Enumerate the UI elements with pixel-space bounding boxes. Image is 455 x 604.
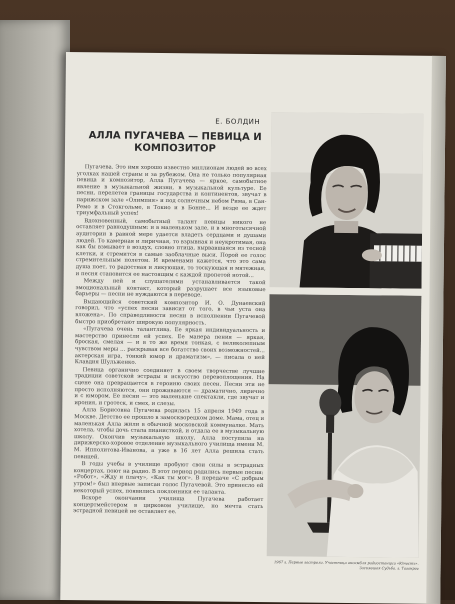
article-title: АЛЛА ПУГАЧЕВА — ПЕВИЦА И КОМПОЗИТОР [85, 130, 265, 156]
article-paragraph: Певица органично соединяет в своем творчестве лучшие традиции советской эстрады и искусство перевоплощения. На сцене она превращается в героиню своих песен. Песни эти не просто исполняются, они проживаются — драматично, лирично и с юмором. Ее песни — это маленькие спектакли, где звучат и ирония, и гротеск, и смех, и слезы. [74, 367, 264, 409]
previous-page-edge [0, 20, 70, 600]
article-text-column [73, 164, 267, 571]
article-paragraph: Выдающийся советский композитор И. О. Дунаевский говорил, что «успех песни зависит от того, в чьи уста она вложена». По справедливости песни в исполнении Пугачевой быстро приобретают широкую популярность. [75, 299, 265, 327]
photo-singer-mic-illustration [267, 294, 422, 558]
article-paragraph: «Пугачева очень талантлива. Ее яркая индивидуальность и мастерство принесли ей успех. Ее манера пения — яркая, броская, смелая — и в то же время тонкая, с великолепным чувством меры ... раскрывая все богатство своих возможностей... актерская игра, тонкий юмор и драматизм», — писала о ней Клавдия Шульженко. [75, 326, 265, 368]
article-paragraph: Пугачева. Это имя хорошо известно миллионам людей во всех уголках нашей страны и за рубежом. Она не только популярная певица и композитор, Алла Пугачева — яркое, самобытное явление в музыкальной жизни, в музыкальной культуре. Ее песни, перелетев границы государства и континентов, звучат в парижском зале «Олимпия» и под солнечным небом Рима, в Сан-Ремо и в Стокгольме, в Токио и в Бонне... И везде ее ждет триумфальный успех! [76, 164, 267, 219]
photo-caption: 1967 г. Первые гастроли. Участница ансамбля радиостанции «Юность». Засиявшая Судьба. г. Таганрог [267, 560, 419, 571]
book-page [60, 52, 446, 604]
article-paragraph: Вдохновенный, самобытный талант певицы никого не оставляет равнодушным: и в маленьком зале, и в многотысячной аудитории в равной мере удается владеть сердцами и душами людей. То камерная и лиричная, то взрывная и неукротимая, она как бы взмывает в воздух, словно птица, вырвавшаяся из тесной клетки, и стремится в самые заоблачные выси. Порой ее голос стремительным полетом. И временами кажется, что это сама душа поет, то радостная и ликующая, то тоскующая и мятежная, и песня становится ее настоящим с каждой пропетой нотой... [76, 218, 267, 279]
article-paragraph: Вскоре окончании училища Пугачева работает концертмейстером в цирковом училище, но мечта стать эстрадной певицей не оставляет ее. [73, 495, 263, 517]
article-paragraph: Алла Борисовна Пугачева родилась 15 апреля 1949 года в Москве. Детство ее прошло в замоскворецком доме. Мама, отец и маленькая Алла жили в обычной московской коммуналке. Мать хотела, чтобы дочь стала пианисткой, и отдала ее в музыкальную школу. Окончив музыкальную школу, Алла поступила на дирижерско-хоровое отделение музыкального училища имени М. М. Ипполитова-Иванова, а уже в 16 лет Алла решила стать певицей. [74, 407, 265, 462]
photo-singer-piano-illustration [270, 112, 424, 289]
article-author: Е. БОЛДИН [215, 118, 260, 126]
article-paragraph: В годы учебы в училище пробуют свои силы в эстрадных концертах, поют на радио. В этот период родились первые песни: «Робот», «Жду и плачу», «Как ты мог». В передаче «С добрым утром!» был впервые записан голос Пугачевой. Это принесло ей некоторый успех, появились поклонники ее таланта. [73, 461, 263, 496]
article-paragraph: Между ней и слушателями устанавливается такой эмоциональный контакт, который разрушает все языковые барьеры — песни не нуждаются в переводе. [75, 278, 265, 300]
singer-at-piano-photo [270, 112, 424, 289]
singer-at-microphone-photo [267, 294, 422, 558]
